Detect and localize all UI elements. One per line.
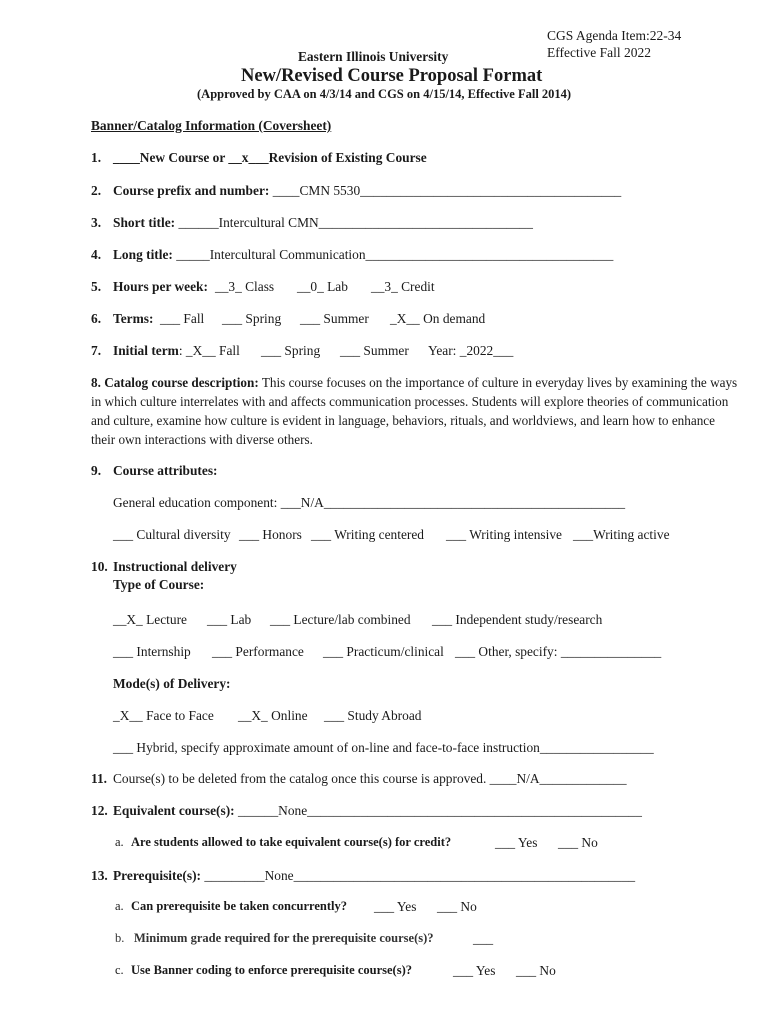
q10-lecture-lab: ___ Lecture/lab combined [270,612,411,627]
q13a-letter: a. [115,899,124,913]
q10-internship: ___ Internship [113,644,191,659]
q12a-no: ___ No [558,835,598,850]
q2-value: ____CMN 5530_______________________________________ [272,183,622,198]
q12-line [113,803,642,819]
q9-writing-active: ___Writing active [573,527,670,542]
q13a-no: ___ No [437,899,477,914]
approval-note: (Approved by CAA on 4/3/14 and CGS on 4/15/14, Effective Fall 2014) [197,87,572,101]
q7-term-line [113,343,240,359]
university-name: Eastern Illinois University [298,49,449,64]
q4-line [113,247,613,263]
q2-label: Course prefix and number: [113,183,270,198]
q12-number: 12. [91,803,108,818]
q2-line [113,183,621,199]
q13b-letter: b. [115,931,125,945]
q5-credit-hours: __3_ Credit [371,279,435,294]
q13-value: _________None___________________________________________________ [201,868,636,883]
q6-on-demand: _X__ On demand [390,311,486,326]
q3-label: Short title: [113,215,176,230]
q11-deleted-courses: Course(s) to be deleted from the catalog once this course is approved. ____N/A_____________ [113,771,627,786]
q4-value: _____Intercultural Communication_____________________________________ [176,247,614,262]
q7-summer: ___ Summer [340,343,409,358]
effective-date: Effective Fall 2022 [547,45,651,60]
q9-number: 9. [91,463,102,478]
q10-independent-study: ___ Independent study/research [432,612,603,627]
q1-number: 1. [91,150,102,165]
q13c-label: Use Banner coding to enforce prerequisite course(s)? [131,963,412,977]
q12-label: Equivalent course(s): [113,803,235,818]
q8-label: 8. Catalog course description: [91,375,259,390]
q10-number: 10. [91,559,108,574]
q9-gen-ed: General education component: ___N/A_____________________________________________ [113,495,626,510]
q7-number: 7. [91,343,102,358]
q5-label: Hours per week: [113,279,208,294]
q12a-letter: a. [115,835,124,849]
q13b-value: ___ [473,931,494,946]
q2-number: 2. [91,183,102,198]
q9-label: Course attributes: [113,463,218,478]
agenda-item: CGS Agenda Item:22-34 [547,28,682,43]
q13a-label: Can prerequisite be taken concurrently? [131,899,347,913]
q10-label: Instructional delivery [113,559,237,574]
q3-value: ______Intercultural CMN________________________________ [178,215,533,230]
q9-writing-intensive: ___ Writing intensive [446,527,562,542]
q10-practicum: ___ Practicum/clinical [323,644,444,659]
q13-label: Prerequisite(s): [113,868,202,883]
section-heading: Banner/Catalog Information (Coversheet) [91,118,332,133]
page-title: New/Revised Course Proposal Format [241,66,543,86]
q13-line [113,868,635,884]
q8-text: This course focuses on the importance of culture in everyday lives by examining the ways in which culture interrelates with and affects communication processes. Students will explore theories of communication and culture, examine how culture is evident in language, behaviors, rituals, and worldviews, and learn how to enhance their own interactions with diverse others. [91,375,738,447]
q4-number: 4. [91,247,102,262]
q5-number: 5. [91,279,102,294]
q6-number: 6. [91,311,102,326]
q13a-yes: ___ Yes [374,899,417,914]
q12a-label: Are students allowed to take equivalent course(s) for credit? [131,835,452,849]
q7-label: Initial term [113,343,179,358]
q10-mode-label: Mode(s) of Delivery: [113,676,231,691]
q9-writing-centered: ___ Writing centered [311,527,424,542]
q10-online: __X_ Online [238,708,308,723]
q6-label: Terms: [113,311,154,326]
q9-honors: ___ Honors [239,527,302,542]
q6-summer: ___ Summer [300,311,369,326]
q9-cultural-diversity: ___ Cultural diversity [113,527,231,542]
q1-course-type: ____New Course or __x___Revision of Existing Course [113,150,427,165]
q10-hybrid: ___ Hybrid, specify approximate amount of on-line and face-to-face instruction_________________ [113,740,654,755]
q10-lab: ___ Lab [207,612,252,627]
q5-class-hours: __3_ Class [215,279,275,294]
q3-line [113,215,533,231]
q7-year: Year: _2022___ [428,343,514,358]
q10-type-label: Type of Course: [113,577,205,592]
q10-performance: ___ Performance [212,644,304,659]
q13c-letter: c. [115,963,124,977]
q12a-yes: ___ Yes [495,835,538,850]
q13b-label: Minimum grade required for the prerequisite course(s)? [134,931,434,945]
q10-face-to-face: _X__ Face to Face [113,708,214,723]
q11-number: 11. [91,771,107,786]
q8-catalog-description [91,373,741,449]
q4-label: Long title: [113,247,173,262]
q12-value: ______None__________________________________________________ [234,803,642,818]
q6-fall: ___ Fall [160,311,205,326]
q3-number: 3. [91,215,102,230]
q10-other: ___ Other, specify: _______________ [455,644,662,659]
q13c-no: ___ No [516,963,556,978]
q13c-yes: ___ Yes [453,963,496,978]
q7-spring: ___ Spring [261,343,321,358]
q5-lab-hours: __0_ Lab [297,279,348,294]
q7-fall: : _X__ Fall [178,343,240,358]
q13-number: 13. [91,868,108,883]
q10-study-abroad: ___ Study Abroad [324,708,422,723]
q6-spring: ___ Spring [222,311,282,326]
q10-lecture: __X_ Lecture [113,612,187,627]
